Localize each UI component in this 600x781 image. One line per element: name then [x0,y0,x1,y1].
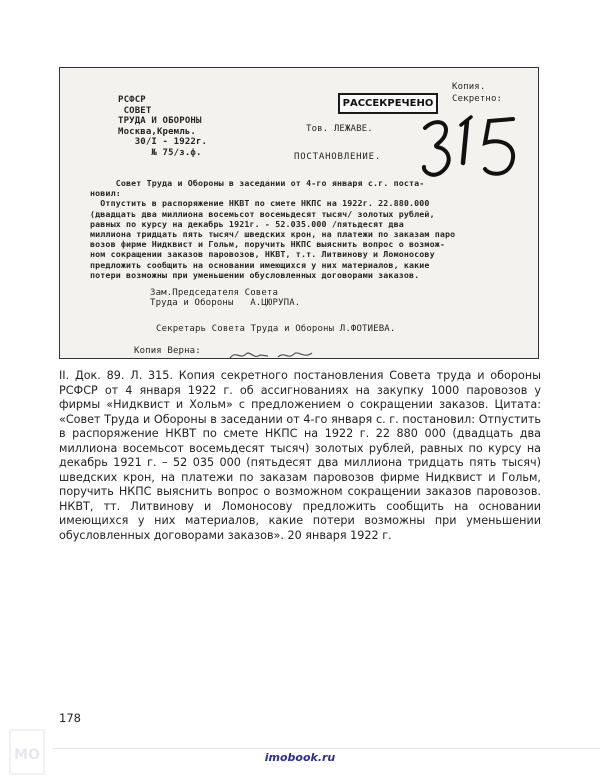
copy-label: Копия. [452,82,486,92]
page-number: 178 [59,711,81,725]
footer-divider [52,748,600,749]
declassified-stamp: РАССЕКРЕЧЕНО [338,93,438,114]
resolution-title: ПОСТАНОВЛЕНИЕ. [294,152,382,162]
svg-text:МО: МО [14,747,40,763]
secret-label: Секретно: [452,94,503,104]
addressee-line: Тов. ЛЕЖАВЕ. [306,124,373,134]
document-letterhead: РСФСР СОВЕТ ТРУДА И ОБОРОНЫ Москва,Кремль. 30/I - 1922г. № 75/з.ф. [118,95,208,158]
copy-verified-label: Копия Верна: [134,346,201,356]
handwritten-page-number [415,113,535,183]
figure-caption: II. Док. 89. Л. 315. Копия секретного постановления Совета труда и обороны РСФСР от 4 января 1922 г. об ассигнованиях на закупку 1000 паровозов у фирмы «Нидквист и Хольм» с предложением о сокращении заказов. Цитата: «Совет Труда и Обороны в заседании от 4-го января с. г. постановил: Отпустить в распоряжение НКВТ по смете НКПС на 1922 г. 22 880 000 (двадцать два миллиона восемьсот восемьдесят тысяч) золотых рублей, равных по курсу на декабрь 1921 г. – 52 035 000 (пятьдесят два миллиона тридцать пять тысяч) шведских крон, на платежи по заказам паровозов фирме Нидквист и Гольм, поручить НКПС выяснить вопрос о возможном сокращении заказов паровозов. НКВТ, тт. Литвинову и Ломоносову предложить сообщить на основании имеющихся у них материалов, какие потери возможны при уменьшении обусловленных договорами заказов». 20 января 1922 г. [59,369,541,542]
secretary-signature: Секретарь Совета Труда и Обороны Л.ФОТИЕВА. [156,324,396,334]
resolution-body: Совет Труда и Обороны в заседании от 4-го января с.г. поста- новил: Отпустить в распоряжение НКВТ по смете НКПС на 1922г. 22.880.000 (двадцать два миллиона восемьсот восемьдесят тысяч/ золотых рублей, равных по курсу на декабрь 1921г. - 52.035.000 /пятьдесят два миллиона тридцать пять тысяч/ шведских крон, на платежи по заказам паро возов фирме Нидквист и Гольм, поручить НКПС выяснить вопрос о возмож- ном сокращении заказов паровозов, НКВТ, т.т. Литвинову и Ломоносову предложить сообщить на основании имеющихся у них материалов, какие потери возможны при уменьшении обусловленных договорами заказов. [90,178,456,280]
archival-document-scan [59,67,539,359]
deputy-chairman-signature: Зам.Председателя Совета Труда и Обороны А.ЦЮРУПА. [150,288,301,309]
publisher-site-link[interactable]: imobook.ru [264,751,336,764]
signature-scribble [228,348,316,359]
